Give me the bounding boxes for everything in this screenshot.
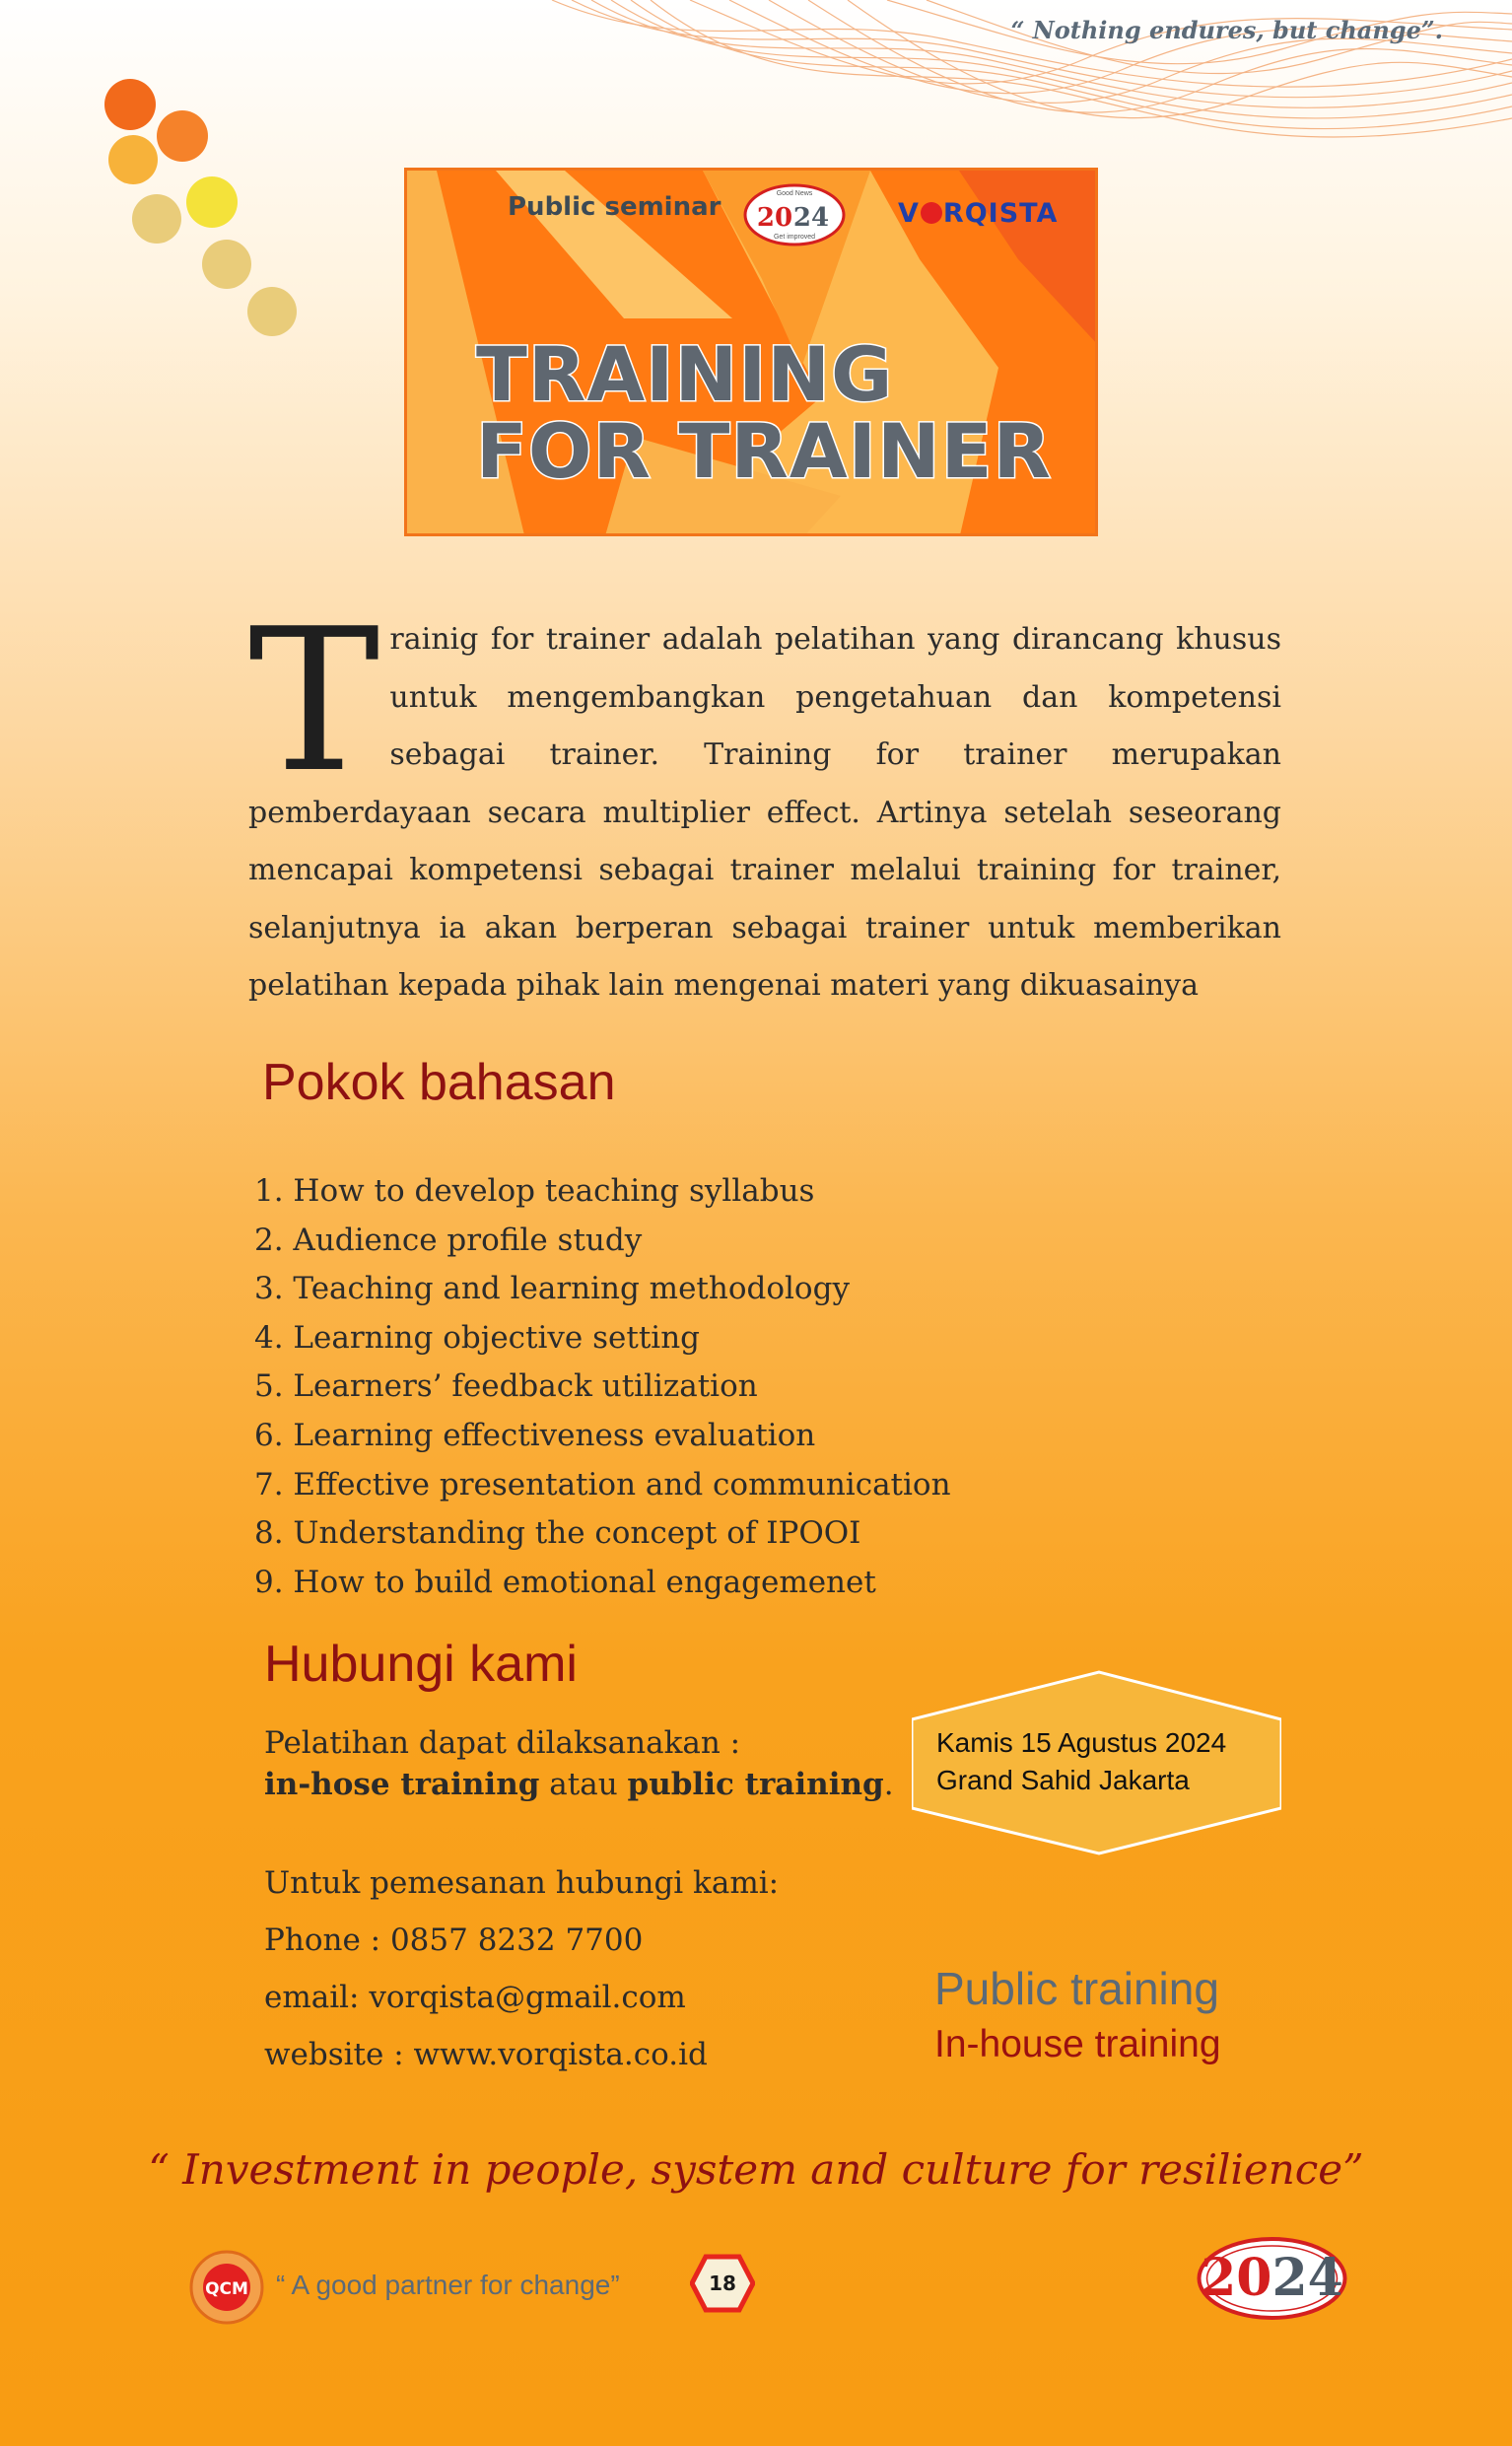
brand-post: RQISTA xyxy=(942,198,1059,229)
title-banner xyxy=(404,168,1098,536)
topic-item: 8. Understanding the concept of IPOOI xyxy=(254,1515,861,1552)
website-link[interactable]: website : www.vorqista.co.id xyxy=(264,2037,708,2072)
email-address[interactable]: email: vorqista@gmail.com xyxy=(264,1980,686,2015)
topic-item: 3. Teaching and learning methodology xyxy=(254,1271,850,1307)
banner-subtitle: Public seminar xyxy=(508,192,722,222)
brand-pre: V xyxy=(898,198,920,229)
mode-inhouse: in-hose training xyxy=(264,1767,540,1802)
banner-title-line2: FOR TRAINER xyxy=(476,407,1053,495)
badge-top-text: Good News xyxy=(776,190,813,197)
topic-item: 9. How to build emotional engagemenet xyxy=(254,1564,876,1600)
banner-title xyxy=(476,330,1053,495)
page-number: 18 xyxy=(709,2271,736,2295)
circles-decoration xyxy=(0,0,315,355)
event-venue: Grand Sahid Jakarta xyxy=(936,1765,1190,1795)
delivery-intro: Pelatihan dapat dilaksanakan : xyxy=(264,1725,741,1761)
topic-item: 7. Effective presentation and communication xyxy=(254,1466,951,1503)
footer-year-red: 20 xyxy=(1201,2248,1272,2308)
topic-item: 2. Audience profile study xyxy=(254,1222,643,1258)
mode-or: atau xyxy=(539,1767,628,1802)
topics-heading: Pokok bahasan xyxy=(262,1054,616,1111)
footer-year xyxy=(1196,2236,1348,2321)
page-number-badge xyxy=(690,2254,755,2318)
contact-heading: Hubungi kami xyxy=(264,1636,578,1693)
inhouse-training-label: In-house training xyxy=(934,2023,1221,2065)
brand-logo-text xyxy=(898,198,1058,229)
brand-o-icon xyxy=(921,202,942,224)
badge-bottom-text: Get improved xyxy=(773,234,816,241)
qcm-logo-text: QCM xyxy=(205,2279,248,2299)
mode-dot: . xyxy=(883,1767,894,1802)
topics-list xyxy=(254,1167,951,1607)
public-training-label: Public training xyxy=(934,1963,1219,2014)
badge-year-gray: 24 xyxy=(792,203,830,233)
intro-text: rainig for trainer adalah pelatihan yang dirancang khusus untuk mengembangkan pengetahuan dan kompetensi sebagai trainer. Training for trainer merupakan pemberdayaan secara multiplier effect. Artinya setelah seseorang mencapai kompetensi sebagai trainer melalui training for trainer, selanjutnya ia akan berperan sebagai trainer untuk memberikan pelatihan kepada pihak lain mengenai materi yang dikuasainya xyxy=(248,622,1281,1003)
phone-number[interactable]: Phone : 0857 8232 7700 xyxy=(264,1922,644,1958)
topic-item: 1. How to develop teaching syllabus xyxy=(254,1173,815,1209)
top-quote: “ Nothing endures, but change”. xyxy=(1010,16,1443,44)
topic-item: 5. Learners’ feedback utilization xyxy=(254,1368,758,1405)
badge-year-red: 20 xyxy=(756,203,793,233)
delivery-modes xyxy=(264,1767,894,1802)
drop-cap: T xyxy=(248,587,380,816)
topic-item: 4. Learning objective setting xyxy=(254,1319,701,1356)
footer-year-badge xyxy=(1196,2236,1348,2326)
topic-item: 6. Learning effectiveness evaluation xyxy=(254,1417,816,1453)
order-label: Untuk pemesanan hubungi kami: xyxy=(264,1865,780,1901)
footer-year-gray: 24 xyxy=(1271,2248,1343,2308)
banner-title-line1: TRAINING xyxy=(476,330,894,418)
bottom-quote: “ Investment in people, system and culture for resilience” xyxy=(148,2145,1364,2194)
year-2024-badge xyxy=(742,182,847,247)
qcm-logo xyxy=(187,2248,266,2327)
intro-paragraph xyxy=(248,587,1281,1015)
footer-tagline: “ A good partner for change” xyxy=(276,2270,620,2300)
mode-public: public training xyxy=(627,1767,884,1802)
event-date: Kamis 15 Agustus 2024 xyxy=(936,1727,1227,1758)
event-info xyxy=(936,1724,1226,1799)
